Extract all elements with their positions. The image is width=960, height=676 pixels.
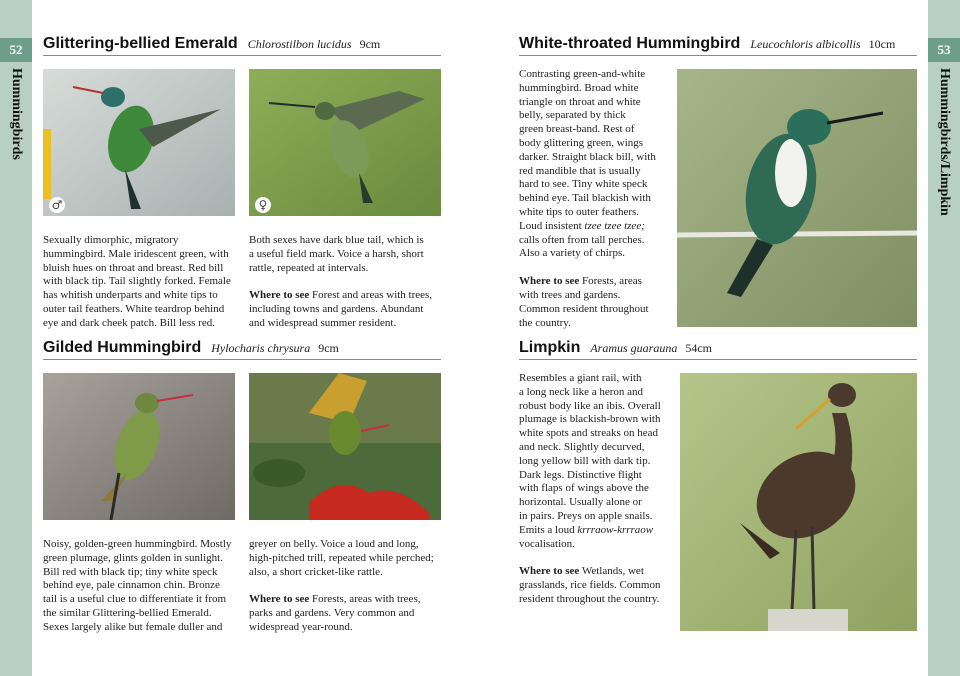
text-line: a useful field mark. Voice a harsh, short xyxy=(249,247,424,260)
text-line: Noisy, golden-green hummingbird. Mostly xyxy=(43,538,232,550)
text-line: behind eye, pale cinnamon chin. Bronze xyxy=(43,579,220,592)
text-line: Wetlands, wet xyxy=(579,565,644,578)
text-fragment: Emits a loud xyxy=(519,523,578,536)
text-line: hummingbird. Broad white xyxy=(519,81,639,94)
text-line: white tips to outer feathers. xyxy=(519,205,640,218)
where-to-see-label: Where to see xyxy=(249,289,310,302)
text-line: red mandible that is usually xyxy=(519,164,641,177)
text-line: Both sexes have dark blue tail, which is xyxy=(249,234,424,246)
text-line: darker. Straight black bill, with xyxy=(519,150,656,163)
text-line: Forest and areas with trees, xyxy=(309,289,433,302)
species-size: 9cm xyxy=(359,37,381,51)
species-name: Glittering-bellied Emerald xyxy=(43,35,238,52)
text-line: parks and gardens. Very common and xyxy=(249,607,415,620)
text-line: plumage is blackish-brown with xyxy=(519,413,661,426)
male-symbol: ♂ xyxy=(49,197,65,213)
where-to-see-label: Where to see xyxy=(249,593,310,606)
female-symbol: ♀ xyxy=(255,197,271,213)
species-scientific-name: Chlorostilbon lucidus xyxy=(247,37,352,51)
description-white-throated-hummingbird xyxy=(519,68,675,330)
text-line: rattle, repeated at intervals. xyxy=(249,261,369,274)
text-line xyxy=(519,524,677,538)
text-line: has whitish underparts and white tips to xyxy=(43,289,218,302)
species-scientific-name: Hylocharis chrysura xyxy=(211,341,311,355)
text-line: greyer on belly. Voice a loud and long, xyxy=(249,538,419,550)
species-scientific-name: Leucochloris albicollis xyxy=(750,37,861,51)
text-line: with trees and gardens. xyxy=(519,288,621,301)
text-line: triangle on throat and white xyxy=(519,95,641,108)
species-size: 9cm xyxy=(318,341,339,355)
text-line: green breast-band. Rest of xyxy=(519,123,635,136)
text-line: bluish hues on throat and breast. Red bill xyxy=(43,261,224,274)
species-header-gilded-hummingbird xyxy=(43,339,441,360)
species-scientific-name: Aramus guarauna xyxy=(590,341,678,355)
text-line: eye and dark cheek patch. Bill less red. xyxy=(43,316,215,329)
text-line: Forests, areas with trees, xyxy=(309,593,421,606)
text-line: Common resident throughout xyxy=(519,302,649,315)
where-to-see xyxy=(249,289,444,303)
text-line: body glittering green, wings xyxy=(519,136,644,149)
text-line: with black tip. Tail slightly forked. Female xyxy=(43,275,231,288)
description-glittering-emerald-col2 xyxy=(249,234,444,331)
text-line: long yellow bill with dark tip. xyxy=(519,454,651,467)
text-line: calls often from tall perches. xyxy=(519,233,645,246)
text-line: tail is a useful clue to differentiate it from xyxy=(43,593,227,606)
description-glittering-emerald-col1 xyxy=(43,234,241,331)
species-size: 54cm xyxy=(685,341,713,355)
description-limpkin xyxy=(519,372,677,607)
text-line: behind eye. Tail blackish with xyxy=(519,192,651,205)
text-line: resident throughout the country. xyxy=(519,592,660,605)
species-name: Limpkin xyxy=(519,339,581,356)
description-gilded-hummingbird-col2 xyxy=(249,538,447,635)
text-line xyxy=(519,220,675,234)
text-line: with flaps of wings above the xyxy=(519,482,649,495)
text-line: belly, separated by thick xyxy=(519,109,626,122)
right-page-number: 53 xyxy=(928,38,960,62)
text-line: the country. xyxy=(519,316,571,329)
text-line: and neck. Slightly decurved, xyxy=(519,440,645,453)
species-name: Gilded Hummingbird xyxy=(43,339,202,356)
text-line: Sexes largely alike but female duller and xyxy=(43,620,223,633)
where-to-see xyxy=(249,593,447,607)
text-line: Forests, areas xyxy=(579,275,642,288)
species-header-glittering-bellied-emerald xyxy=(43,35,441,56)
text-line: Dark legs. Distinctive flight xyxy=(519,468,642,481)
text-line: in pairs. Preys on apple snails. xyxy=(519,509,653,522)
text-line: hard to see. Tiny white speck xyxy=(519,178,648,191)
species-size: 10cm xyxy=(868,37,896,51)
text-line: Sexually dimorphic, migratory xyxy=(43,234,179,246)
left-running-title: Hummingbirds xyxy=(9,68,24,160)
text-line: widespread year-round. xyxy=(249,620,353,633)
call-text: krrraow-krrraow xyxy=(577,523,654,536)
text-line: green plumage, glints golden in sunlight. xyxy=(43,551,223,564)
where-to-see xyxy=(519,275,675,289)
species-name: White-throated Hummingbird xyxy=(519,35,741,52)
text-line: a long neck like a heron and xyxy=(519,385,644,398)
species-header-limpkin xyxy=(519,339,917,360)
text-line: outer tail feathers. White teardrop behind xyxy=(43,302,225,315)
text-line: high-pitched trill, repeated while perched; xyxy=(249,551,434,564)
photo-glittering-emerald-female xyxy=(249,69,441,216)
text-line: white spots and streaks on head xyxy=(519,427,658,440)
text-line: hummingbird. Male iridescent green, with xyxy=(43,247,229,260)
text-line: robust body like an ibis. Overall xyxy=(519,399,661,412)
left-page-number: 52 xyxy=(0,38,32,62)
text-line: including towns and gardens. Abundant xyxy=(249,303,424,316)
text-fragment: Loud insistent xyxy=(519,219,585,232)
species-header-white-throated-hummingbird xyxy=(519,35,917,56)
where-to-see xyxy=(519,565,677,579)
photo-white-throated-hummingbird xyxy=(677,69,917,327)
description-gilded-hummingbird-col1 xyxy=(43,538,243,635)
text-line: horizontal. Usually alone or xyxy=(519,496,642,509)
call-text: tzee tzee tzee; xyxy=(584,219,645,232)
photo-gilded-hummingbird-perched xyxy=(43,373,235,520)
where-to-see-label: Where to see xyxy=(519,565,580,578)
text-line: vocalisation. xyxy=(519,537,575,550)
text-line: Bill red with black tip; tiny white speck xyxy=(43,565,218,578)
text-line: Resembles a giant rail, with xyxy=(519,372,642,384)
photo-limpkin xyxy=(680,373,917,631)
text-line: and widespread summer resident. xyxy=(249,316,397,329)
text-line: also, a short cricket-like rattle. xyxy=(249,565,383,578)
text-line: grasslands, rice fields. Common xyxy=(519,579,661,592)
photo-gilded-hummingbird-flower xyxy=(249,373,441,520)
right-running-title: Hummingbirds/Limpkin xyxy=(937,68,952,216)
text-line: Also a variety of chirps. xyxy=(519,247,625,260)
text-line: Contrasting green-and-white xyxy=(519,68,646,80)
text-line: the similar Glittering-bellied Emerald. xyxy=(43,606,212,619)
where-to-see-label: Where to see xyxy=(519,275,580,288)
photo-glittering-emerald-male xyxy=(43,69,235,216)
